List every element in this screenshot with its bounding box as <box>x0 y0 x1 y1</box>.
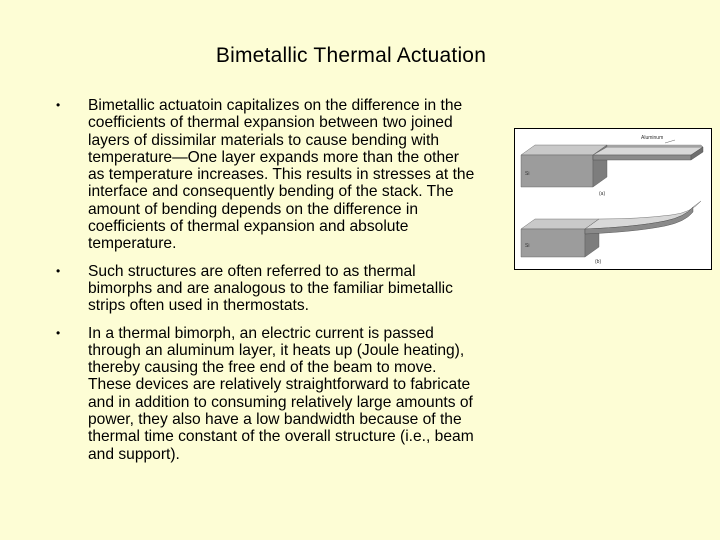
figure-caption-a: (a) <box>599 191 606 197</box>
bimorph-diagram <box>515 129 711 269</box>
bullet-item <box>56 325 476 463</box>
bullet-item <box>56 263 476 315</box>
figure-caption-b: (b) <box>595 259 602 265</box>
figure-label-si-b: Si <box>525 243 530 249</box>
bullet-item <box>56 97 476 253</box>
bullet-glyph: • <box>56 98 61 112</box>
figure-label-aluminum: Aluminum <box>641 135 664 141</box>
bimorph-flat <box>521 135 703 197</box>
slide-title: Bimetallic Thermal Actuation <box>215 44 487 67</box>
bullet-glyph: • <box>56 325 61 340</box>
bullet-text: In a thermal bimorph, an electric current is passed through an aluminum layer, it heats up (Joule heating), thereby causing the free end of the beam to move. These devices are relatively straightforward to fabricate and in addition to consuming relatively large amounts of power, they also have a low bandwidth because of the thermal time constant of the overall structure (i.e., beam and support). <box>88 324 474 463</box>
bullet-text: Bimetallic actuatoin capitalizes on the difference in the coefficients of thermal expansion between two joined layers of dissimilar materials to cause bending with temperature—One layer expands more than the other as temperature increases. This results in stresses at the interface and consequently bending of the stack. The amount of bending depends on the difference in coefficients of thermal expansion and absolute temperature. <box>88 97 475 253</box>
figure-label-si-a: Si <box>525 171 530 177</box>
bimorph-figure <box>514 128 712 270</box>
bullet-text: Such structures are often referred to as thermal bimorphs and are analogous to the familiar bimetallic strips often used in thermostats. <box>88 262 453 315</box>
bullet-list <box>56 97 476 473</box>
bullet-glyph: • <box>56 263 61 278</box>
bimorph-bent <box>521 201 701 265</box>
